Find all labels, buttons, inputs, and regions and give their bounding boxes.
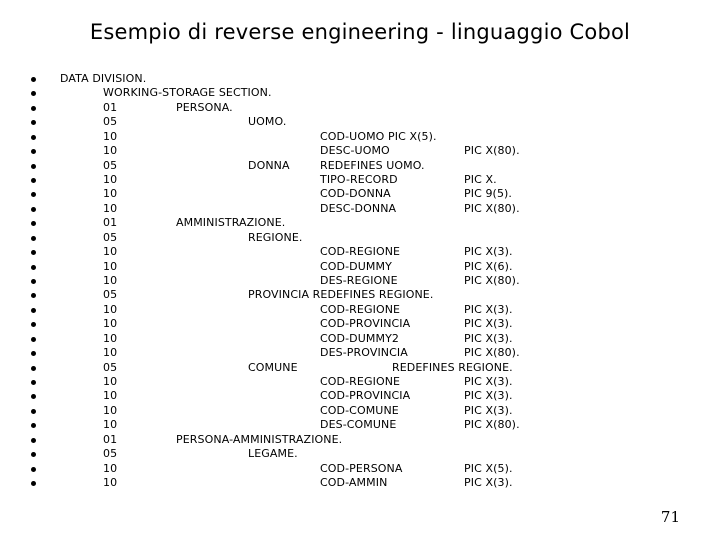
code-token: DES-REGIONE xyxy=(320,274,398,288)
code-token: 10 xyxy=(103,173,118,186)
code-token: 05 xyxy=(103,360,118,374)
code-token: COD-REGIONE xyxy=(320,245,401,259)
code-token: PERSONA-AMMINISTRAZIONE. xyxy=(176,432,343,446)
code-token: 01 xyxy=(103,432,118,446)
code-token: 01 xyxy=(103,100,118,114)
code-token: PIC X(3). xyxy=(464,331,513,345)
code-token: 10 xyxy=(103,346,118,360)
code-token: COD-UOMO PIC X(5). xyxy=(320,129,437,143)
code-token: PIC X(5). xyxy=(464,461,513,475)
code-token: COD-PERSONA xyxy=(320,461,403,475)
code-token: 10 xyxy=(103,375,118,389)
code-token: 10 xyxy=(103,201,118,215)
code-token: LEGAME. xyxy=(248,447,298,461)
code-token: 10 xyxy=(103,317,118,331)
code-token: 10 xyxy=(103,461,118,475)
code-token: DATA DIVISION. xyxy=(60,72,147,85)
code-token: PERSONA. xyxy=(176,100,233,114)
code-token: PIC X(80). xyxy=(464,274,520,288)
code-token: COD-AMMIN xyxy=(320,476,388,490)
code-token: REDEFINES UOMO. xyxy=(320,158,425,172)
code-token: 10 xyxy=(103,476,118,490)
cobol-code-block xyxy=(0,72,720,492)
code-token: 10 xyxy=(103,144,118,158)
code-token: 05 xyxy=(103,447,118,461)
code-token: COMUNE xyxy=(248,360,298,374)
code-token: 01 xyxy=(103,216,118,230)
code-token: 10 xyxy=(103,245,118,259)
code-token: PIC X(80). xyxy=(464,201,520,215)
code-token: PIC X(80). xyxy=(464,144,520,158)
code-token: PIC X(3). xyxy=(464,302,513,316)
code-token: 10 xyxy=(103,389,118,403)
code-token: PIC X(80). xyxy=(464,346,520,360)
code-token: 05 xyxy=(103,115,118,129)
code-token: PIC X(3). xyxy=(464,245,513,259)
slide-title: Esempio di reverse engineering - linguaggio Cobol xyxy=(89,20,631,44)
code-token: PIC X(3). xyxy=(464,375,513,389)
code-token: PIC 9(5). xyxy=(464,187,513,201)
code-token: COD-DUMMY2 xyxy=(320,331,399,345)
code-token: 10 xyxy=(103,302,118,316)
code-token: PIC X(3). xyxy=(464,403,513,417)
code-token: COD-REGIONE xyxy=(320,375,401,389)
code-token: PIC X(80). xyxy=(464,418,520,432)
code-token: PIC X(3). xyxy=(464,317,513,331)
code-token: 10 xyxy=(103,259,118,273)
code-token: DESC-DONNA xyxy=(320,201,397,215)
code-token: REGIONE. xyxy=(248,230,303,244)
code-token: 05 xyxy=(103,158,118,172)
code-token: PIC X. xyxy=(464,173,497,186)
code-token: DES-PROVINCIA xyxy=(320,346,408,360)
code-token: DES-COMUNE xyxy=(320,418,397,432)
code-token: 10 xyxy=(103,187,118,201)
code-token: UOMO. xyxy=(248,115,287,129)
code-token: DESC-UOMO xyxy=(320,144,390,158)
code-token: AMMINISTRAZIONE. xyxy=(176,216,286,230)
code-token: 10 xyxy=(103,274,118,288)
code-token: COD-PROVINCIA xyxy=(320,389,411,403)
page-number: 71 xyxy=(660,508,680,526)
code-token: COD-REGIONE xyxy=(320,302,401,316)
code-token: TIPO-RECORD xyxy=(320,173,398,186)
code-token: 05 xyxy=(103,230,118,244)
code-token: COD-DUMMY xyxy=(320,259,392,273)
code-token: PIC X(3). xyxy=(464,389,513,403)
code-token: COD-DONNA xyxy=(320,187,391,201)
code-token: DONNA xyxy=(248,158,290,172)
code-token: 05 xyxy=(103,288,118,302)
code-token: PROVINCIA REDEFINES REGIONE. xyxy=(248,288,434,302)
code-token: REDEFINES REGIONE. xyxy=(392,360,513,374)
code-token: COD-PROVINCIA xyxy=(320,317,411,331)
code-token: 10 xyxy=(103,418,118,432)
code-token: PIC X(6). xyxy=(464,259,513,273)
code-token: PIC X(3). xyxy=(464,476,513,490)
code-token: 10 xyxy=(103,129,118,143)
code-token: WORKING-STORAGE SECTION. xyxy=(103,86,272,100)
code-token: 10 xyxy=(103,403,118,417)
code-token: COD-COMUNE xyxy=(320,403,399,417)
code-token: 10 xyxy=(103,331,118,345)
